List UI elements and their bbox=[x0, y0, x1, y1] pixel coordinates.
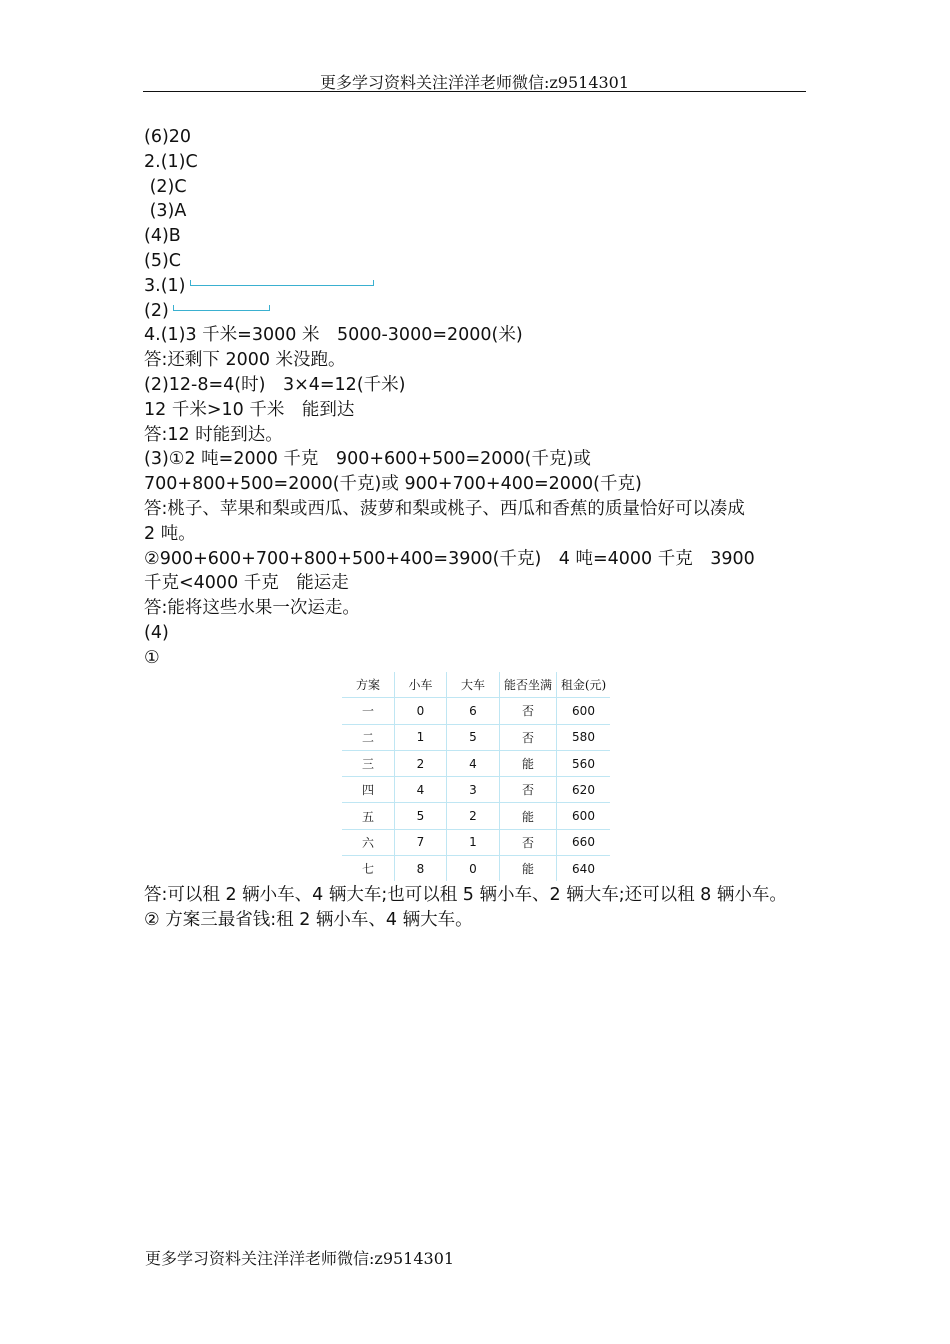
table-cell: 否 bbox=[500, 724, 557, 750]
answer-line: 12 千米>10 千米 能到达 bbox=[144, 399, 355, 420]
table-cell: 8 bbox=[395, 856, 447, 882]
table-row bbox=[342, 856, 610, 882]
table-header-row bbox=[342, 672, 610, 698]
answer-line: (2)12-8=4(时) 3×4=12(千米) bbox=[144, 374, 406, 395]
column-header: 小车 bbox=[395, 672, 447, 698]
table-cell: 1 bbox=[447, 829, 500, 855]
answer-line-segment-2 bbox=[144, 299, 824, 324]
answer-line: 答:桃子、苹果和梨或西瓜、菠萝和梨或桃子、西瓜和香蕉的质量恰好可以凑成 bbox=[144, 498, 745, 519]
column-header: 方案 bbox=[342, 672, 395, 698]
table-cell: 0 bbox=[447, 856, 500, 882]
answer-line: (3)①2 吨=2000 千克 900+600+500=2000(千克)或 bbox=[144, 449, 591, 470]
answer-label: 3.(1) bbox=[144, 275, 186, 296]
answer-line: 2 吨。 bbox=[144, 523, 196, 544]
answer-line: ②900+600+700+800+500+400=3900(千克) 4 吨=4000 千克 3900 bbox=[144, 548, 755, 569]
rental-plan-table bbox=[342, 672, 610, 881]
answer-line: 700+800+500=2000(千克)或 900+700+400=2000(千克) bbox=[144, 474, 642, 495]
column-header: 租金(元) bbox=[557, 672, 611, 698]
page-footer: 更多学习资料关注洋洋老师微信:z9514301 bbox=[145, 1249, 455, 1268]
answer-label: (2) bbox=[144, 300, 169, 321]
answer-line: 答:12 时能到达。 bbox=[144, 424, 283, 445]
answer-line: 2.(1)C bbox=[144, 151, 198, 172]
answer-line: 答:还剩下 2000 米没跑。 bbox=[144, 350, 346, 371]
answer-line: 答:可以租 2 辆小车、4 辆大车;也可以租 5 辆小车、2 辆大车;还可以租 8 辆小车。 bbox=[144, 885, 787, 906]
answer-line: (4) bbox=[144, 622, 169, 643]
table-cell: 否 bbox=[500, 777, 557, 803]
table-cell: 2 bbox=[395, 750, 447, 776]
table-cell: 3 bbox=[447, 777, 500, 803]
table-cell: 二 bbox=[342, 724, 395, 750]
answer-line: 答:能将这些水果一次运走。 bbox=[144, 598, 360, 619]
table-row bbox=[342, 829, 610, 855]
answer-line: (5)C bbox=[144, 250, 182, 271]
table-cell: 能 bbox=[500, 750, 557, 776]
table-cell: 5 bbox=[395, 803, 447, 829]
answer-line: 4.(1)3 千米=3000 米 5000-3000=2000(米) bbox=[144, 325, 523, 346]
answer-line: ② 方案三最省钱:租 2 辆小车、4 辆大车。 bbox=[144, 909, 473, 930]
column-header: 大车 bbox=[447, 672, 500, 698]
table-cell: 否 bbox=[500, 829, 557, 855]
table-cell: 600 bbox=[557, 803, 611, 829]
table-cell: 否 bbox=[500, 698, 557, 724]
table-cell: 2 bbox=[447, 803, 500, 829]
table-cell: 600 bbox=[557, 698, 611, 724]
table-cell: 1 bbox=[395, 724, 447, 750]
table-cell: 640 bbox=[557, 856, 611, 882]
table-row bbox=[342, 777, 610, 803]
table-cell: 560 bbox=[557, 750, 611, 776]
answer-line: 千克<4000 千克 能运走 bbox=[144, 573, 349, 594]
table-cell: 4 bbox=[447, 750, 500, 776]
table-cell: 三 bbox=[342, 750, 395, 776]
table-cell: 能 bbox=[500, 856, 557, 882]
answer-line: (2)C bbox=[144, 176, 187, 197]
table-cell: 七 bbox=[342, 856, 395, 882]
table-cell: 四 bbox=[342, 777, 395, 803]
answer-line: (6)20 bbox=[144, 127, 192, 147]
line-segment-drawing bbox=[173, 305, 270, 311]
line-segment-drawing bbox=[190, 280, 374, 286]
table-cell: 能 bbox=[500, 803, 557, 829]
answer-line-segment-1 bbox=[144, 274, 824, 299]
answer-line: ① bbox=[144, 647, 160, 668]
table-row bbox=[342, 803, 610, 829]
table-cell: 7 bbox=[395, 829, 447, 855]
table-cell: 五 bbox=[342, 803, 395, 829]
table-row bbox=[342, 750, 610, 776]
table-cell: 六 bbox=[342, 829, 395, 855]
table-cell: 0 bbox=[395, 698, 447, 724]
column-header: 能否坐满 bbox=[500, 672, 557, 698]
table-row bbox=[342, 724, 610, 750]
table-cell: 620 bbox=[557, 777, 611, 803]
table-cell: 6 bbox=[447, 698, 500, 724]
page-header: 更多学习资料关注洋洋老师微信:z9514301 bbox=[319, 73, 630, 92]
table-cell: 一 bbox=[342, 698, 395, 724]
table-cell: 660 bbox=[557, 829, 611, 855]
table-row bbox=[342, 698, 610, 724]
table-cell: 5 bbox=[447, 724, 500, 750]
header-divider bbox=[143, 91, 806, 92]
answer-line: (3)A bbox=[144, 201, 187, 222]
table-cell: 580 bbox=[557, 724, 611, 750]
answer-line: (4)B bbox=[144, 226, 181, 247]
table-cell: 4 bbox=[395, 777, 447, 803]
